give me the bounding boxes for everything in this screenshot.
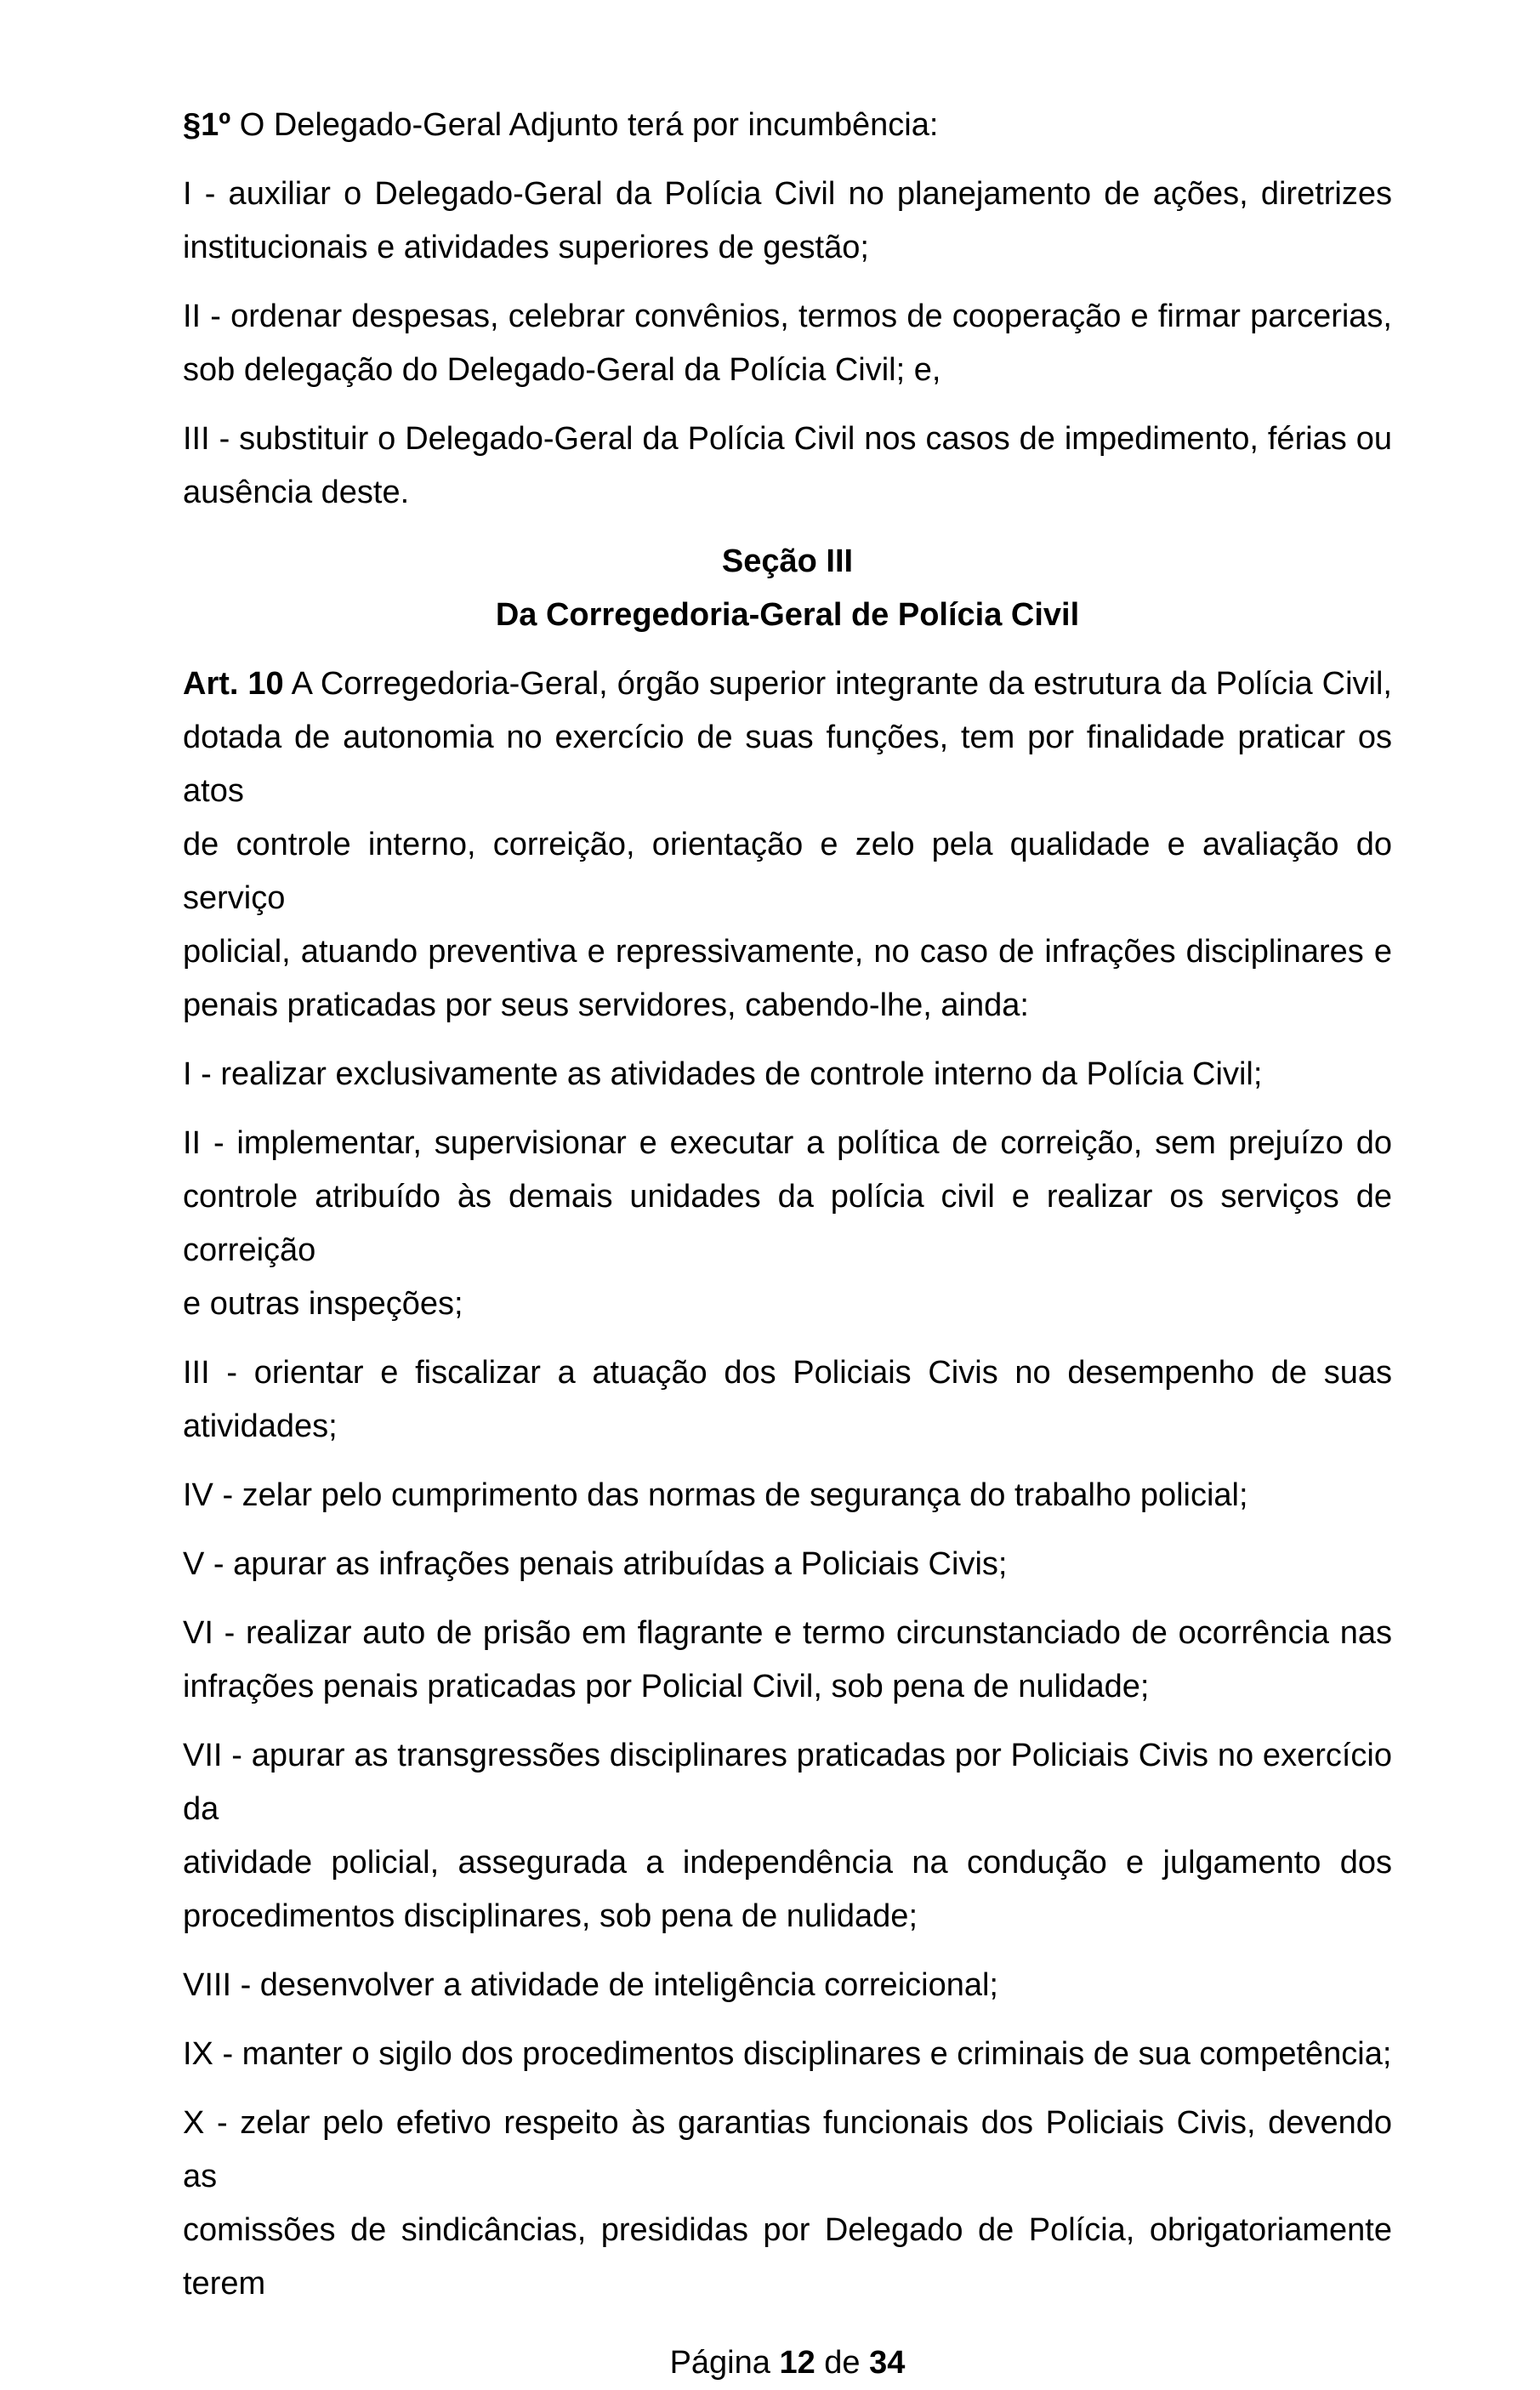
text-line: e outras inspeções; xyxy=(183,1286,463,1322)
paragraph-text: O Delegado-Geral Adjunto terá por incumbência: xyxy=(230,107,939,143)
text-line: institucionais e atividades superiores de gestão; xyxy=(183,230,869,265)
clause-iii-corregedoria xyxy=(183,1346,1392,1454)
clause-viii-corregedoria xyxy=(183,1959,1392,2012)
text-line: IX - manter o sigilo dos procedimentos disciplinares e criminais de sua competência; xyxy=(183,2036,1392,2072)
clause-iv-corregedoria xyxy=(183,1469,1392,1522)
text-line: atividades; xyxy=(183,1408,338,1444)
clause-v-corregedoria xyxy=(183,1538,1392,1591)
text-line: IV - zelar pelo cumprimento das normas de segurança do trabalho policial; xyxy=(183,1477,1248,1513)
text-line: X - zelar pelo efetivo respeito às garantias funcionais dos Policiais Civis, devendo as xyxy=(183,2105,1392,2194)
clause-x-corregedoria xyxy=(183,2097,1392,2311)
text-line: III - substituir o Delegado-Geral da Polícia Civil nos casos de impedimento, férias ou xyxy=(183,421,1392,457)
clause-ii-delegado xyxy=(183,290,1392,397)
clause-vii-corregedoria xyxy=(183,1729,1392,1943)
clause-vi-corregedoria xyxy=(183,1607,1392,1714)
section-heading xyxy=(183,535,1392,642)
text-line: sob delegação do Delegado-Geral da Polícia Civil; e, xyxy=(183,352,941,388)
footer-separator: de xyxy=(824,2345,861,2381)
text-line: atividade policial, assegurada a independência na condução e julgamento dos xyxy=(183,1845,1392,1881)
text-line: VI - realizar auto de prisão em flagrante e termo circunstanciado de ocorrência nas xyxy=(183,1615,1392,1651)
text-line: dotada de autonomia no exercício de suas funções, tem por finalidade praticar os atos xyxy=(183,720,1392,809)
page-number-current: 12 xyxy=(779,2345,815,2381)
article-number: Art. 10 xyxy=(183,666,284,702)
section-number-line: Seção III xyxy=(721,543,854,579)
text-line: VII - apurar as transgressões disciplinares praticadas por Policiais Civis no exercício da xyxy=(183,1738,1392,1827)
clause-i-corregedoria xyxy=(183,1048,1392,1101)
clause-ix-corregedoria xyxy=(183,2028,1392,2081)
text-line xyxy=(183,657,1392,711)
text-line: comissões de sindicâncias, presididas por Delegado de Polícia, obrigatoriamente terem xyxy=(183,2212,1392,2302)
text-line: penais praticadas por seus servidores, cabendo-lhe, ainda: xyxy=(183,987,1029,1023)
text-line: V - apurar as infrações penais atribuídas a Policiais Civis; xyxy=(183,1546,1008,1582)
clause-iii-delegado xyxy=(183,413,1392,520)
text-line xyxy=(183,99,1392,152)
text-line: I - realizar exclusivamente as atividades de controle interno da Polícia Civil; xyxy=(183,1056,1263,1092)
article-10-paragraph xyxy=(183,657,1392,1033)
article-text: A Corregedoria-Geral, órgão superior integrante da estrutura da Polícia Civil, xyxy=(283,666,1392,702)
text-line: de controle interno, correição, orientação e zelo pela qualidade e avaliação do serviço xyxy=(183,827,1392,916)
paragraph-number: §1º xyxy=(183,107,231,143)
clause-ii-corregedoria xyxy=(183,1117,1392,1331)
text-line: I - auxiliar o Delegado-Geral da Polícia Civil no planejamento de ações, diretrizes xyxy=(183,176,1392,212)
text-line: ausência deste. xyxy=(183,475,410,510)
text-line: III - orientar e fiscalizar a atuação dos Policiais Civis no desempenho de suas xyxy=(183,1355,1392,1391)
paragraph-s1 xyxy=(183,99,1392,152)
clause-i-delegado xyxy=(183,168,1392,275)
text-line: VIII - desenvolver a atividade de inteligência correicional; xyxy=(183,1967,998,2003)
text-line: policial, atuando preventiva e repressivamente, no caso de infrações disciplinares e xyxy=(183,934,1392,970)
page-footer xyxy=(183,2336,1392,2390)
footer-label: Página xyxy=(669,2345,770,2381)
text-line: controle atribuído às demais unidades da polícia civil e realizar os serviços de correição xyxy=(183,1179,1392,1268)
text-line: infrações penais praticadas por Policial Civil, sob pena de nulidade; xyxy=(183,1669,1150,1704)
page-number-total: 34 xyxy=(869,2345,906,2381)
text-line: II - ordenar despesas, celebrar convênios, termos de cooperação e firmar parcerias, xyxy=(183,299,1392,334)
text-line: procedimentos disciplinares, sob pena de nulidade; xyxy=(183,1898,918,1934)
section-title-line: Da Corregedoria-Geral de Polícia Civil xyxy=(495,597,1080,633)
text-line: II - implementar, supervisionar e executar a política de correição, sem prejuízo do xyxy=(183,1125,1392,1161)
